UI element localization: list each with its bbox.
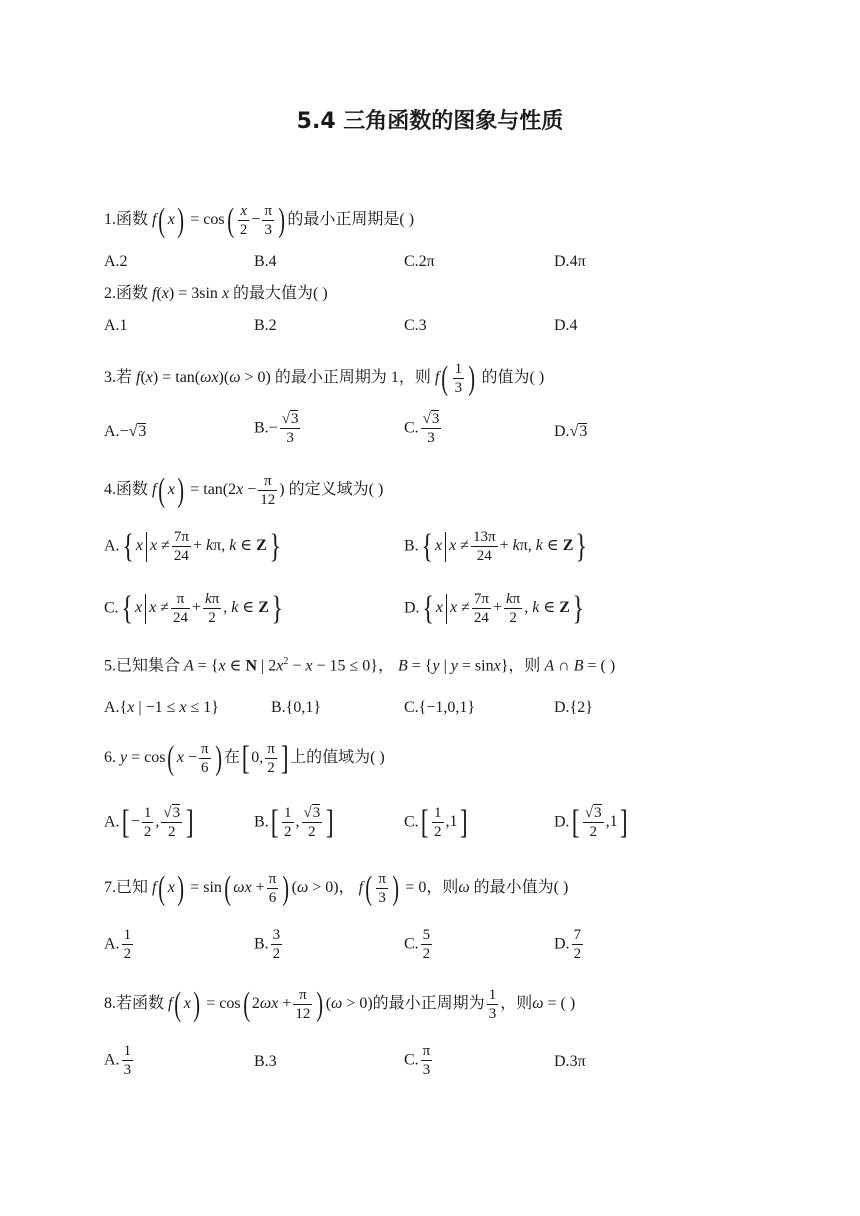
q5-option-c[interactable]: C.{−1,0,1} <box>404 699 476 716</box>
q3-option-a[interactable]: A.−√3 <box>104 423 147 440</box>
q2-option-b[interactable]: B.2 <box>254 317 277 334</box>
q8-option-d[interactable]: D.3π <box>554 1053 586 1070</box>
q6-option-d[interactable]: D.[ $\frac{√3}{2}$ ,1] <box>554 803 628 841</box>
question-3: 3.若 f(x) = tan(ωx)(ω > 0) 的最小正周期为 1，则 f( $\frac{1}{3}$ ) 的值为( ) <box>104 359 545 397</box>
q1-option-c[interactable]: C.2π <box>404 253 435 270</box>
q1-option-b[interactable]: B.4 <box>254 253 277 270</box>
q3-option-b[interactable]: B.− $\frac{√3}{3}$ <box>254 411 299 446</box>
question-6: 6. y = cos( x − $\frac{\pi}{6}$ ) 在[ 0, $\frac{\pi}{2}$ ] 上的值域为( ) <box>104 739 385 777</box>
q3-option-d[interactable]: D.√3 <box>554 423 588 440</box>
question-5: 5.已知集合 A = {x ∈ N | $2x^2 - x - 15 \le 0$}， B = {y | y = sinx}，则 A ∩ B = ( ) <box>104 656 616 675</box>
question-1-prefix: 1.函数 <box>104 211 153 229</box>
q1-option-a[interactable]: A.2 <box>104 253 128 270</box>
question-2: 2.函数 f(x) = 3sin x 的最大值为( ) <box>104 285 328 302</box>
q7-option-b[interactable]: B. $\frac{3}{2}$ <box>254 927 281 962</box>
q1-option-d[interactable]: D.4π <box>554 253 586 270</box>
q4-option-a[interactable]: A.{ x x ≠ $\frac{7\pi}{24}$ + kπ, k ∈ Z} <box>104 527 281 565</box>
q2-option-d[interactable]: D.4 <box>554 317 578 334</box>
q6-option-a[interactable]: A.[ − $\frac{1}{2}$ , $\frac{√3}{2}$ ] <box>104 803 194 841</box>
q6-option-b[interactable]: B.[ $\frac{1}{2}$ , $\frac{√3}{2}$ ] <box>254 803 334 841</box>
q4-option-c[interactable]: C.{ x x ≠ $\frac{\pi}{24}$ + $\frac{k\pi}{2}$ , k ∈ Z} <box>104 589 283 627</box>
question-7: 7.已知 f( x) = sin( ωx + $\frac{\pi}{6}$ ) (ω > 0)， f( $\frac{\pi}{3}$ ) = 0，则ω 的最小值为( ) <box>104 869 569 907</box>
q4-option-b[interactable]: B.{ x x ≠ $\frac{13\pi}{24}$ + kπ, k ∈ Z} <box>404 527 588 565</box>
q2-option-a[interactable]: A.1 <box>104 317 128 334</box>
q7-option-d[interactable]: D. $\frac{7}{2}$ <box>554 927 582 962</box>
q7-option-c[interactable]: C. $\frac{5}{2}$ <box>404 927 431 962</box>
q5-option-a[interactable]: A.{x | −1 ≤ x ≤ 1} <box>104 699 219 716</box>
question-1-suffix: 的最小正周期是( ) <box>287 211 415 229</box>
page-title: 5.4 三角函数的图象与性质 <box>296 109 564 134</box>
q4-option-d[interactable]: D.{ x x ≠ $\frac{7\pi}{24}$ + $\frac{k\pi}{2}$ , k ∈ Z} <box>404 589 584 627</box>
q7-option-a[interactable]: A. $\frac{1}{2}$ <box>104 927 132 962</box>
q8-option-c[interactable]: C. $\frac{\pi}{3}$ <box>404 1043 431 1078</box>
question-1: 1.函数 f( x) = cos( $\frac{x}{2}$ − $\frac{\pi}{3}$ ) 的最小正周期是( ) <box>104 201 415 239</box>
question-8: 8.若函数 f( x) = cos( 2ωx + $\frac{\pi}{12}$ ) (ω > 0)的最小正周期为 $\frac{1}{3}$ ，则ω = ( ) <box>104 985 576 1023</box>
question-4: 4.函数 f( x) = tan(2x − $\frac{\pi}{12}$ ) 的定义域为( ) <box>104 471 384 509</box>
q8-option-a[interactable]: A. $\frac{1}{3}$ <box>104 1043 132 1078</box>
q8-option-b[interactable]: B.3 <box>254 1053 277 1070</box>
q3-option-c[interactable]: C. $\frac{√3}{3}$ <box>404 411 440 446</box>
q5-option-b[interactable]: B.{0,1} <box>271 699 322 716</box>
q2-option-c[interactable]: C.3 <box>404 317 427 334</box>
q6-option-c[interactable]: C.[ $\frac{1}{2}$ ,1] <box>404 803 468 841</box>
q5-option-d[interactable]: D.{2} <box>554 699 593 716</box>
